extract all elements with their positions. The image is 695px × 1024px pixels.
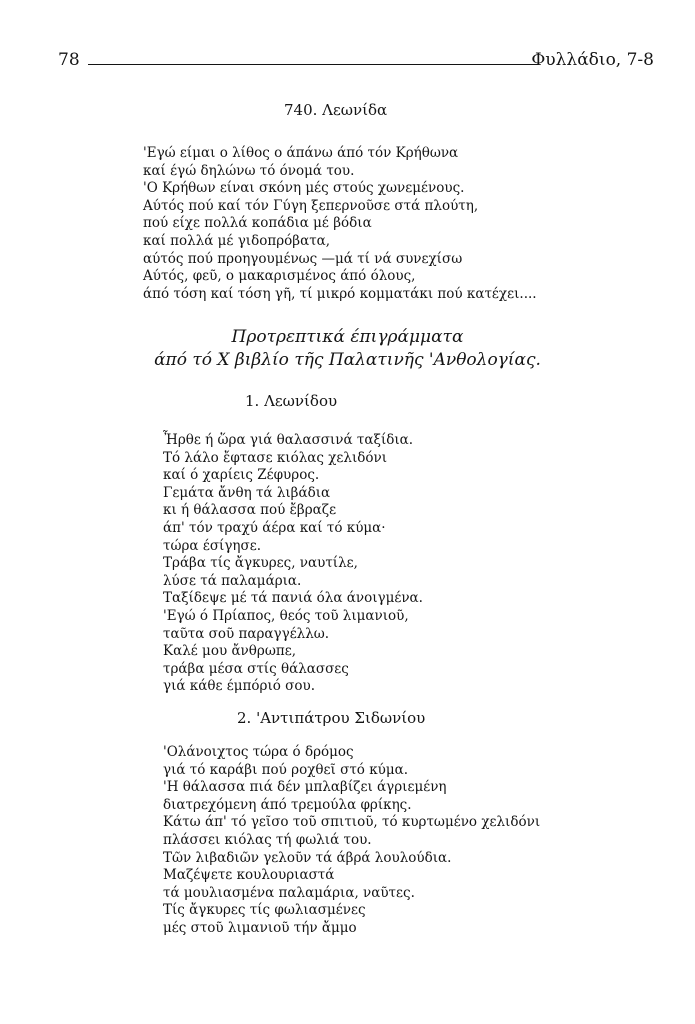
poem-740-text — [143, 145, 537, 303]
poem-1-title: 1. Λεωνίδου — [245, 392, 338, 410]
section-heading-line-2: άπό τό Χ βιβλίο τῆς Παλατινῆς 'Ανθολογίας. — [154, 350, 541, 370]
verse-line: 'Ολάνοιχτος τώρα ό δρόμος — [163, 744, 354, 760]
verse-line: Τῶν λιβαδιῶν γελοῦν τά άβρά λουλούδια. — [163, 849, 452, 866]
verse-line: άπ' τόν τραχύ άέρα καί τό κύμα· — [163, 519, 386, 536]
section-heading-line-1: Προτρεπτικά έπιγράμματα — [231, 327, 464, 347]
verse-line: Μαζέψετε κουλουριαστά — [163, 867, 335, 884]
verse-line: ταῦτα σοῦ παραγγέλλω. — [163, 625, 330, 642]
verse-line: τά μουλιασμένα παλαμάρια, ναῦτες. — [163, 884, 415, 901]
verse-line: αύτός πού προηγουμένως —μά τί νά συνεχίσω — [143, 250, 463, 267]
verse-line: γιά κάθε έμπόριό σου. — [163, 678, 315, 695]
verse-line: καί έγώ δηλώνω τό όνομά του. — [143, 162, 355, 179]
verse-line: πλάσσει κιόλας τή φωλιά του. — [163, 831, 372, 848]
verse-line: Ταξίδεψε μέ τά πανιά όλα άνοιγμένα. — [163, 590, 423, 607]
verse-line: γιά τό καράβι πού ροχθεῖ στό κύμα. — [163, 761, 409, 778]
verse-line: πού είχε πολλά κοπάδια μέ βόδια — [143, 215, 372, 232]
poem-2-title: 2. 'Αντιπάτρου Σιδωνίου — [237, 709, 426, 727]
page-number: 78 — [58, 50, 80, 70]
verse-line: Τίς ἄγκυρες τίς φωλιασμένες — [163, 902, 366, 919]
verse-line: τράβα μέσα στίς θάλασσες — [163, 660, 349, 677]
verse-line: Κάτω άπ' τό γεῖσο τοῦ σπιτιοῦ, τό κυρτωμένο χελιδόνι — [163, 814, 541, 831]
verse-line: τώρα έσίγησε. — [163, 537, 261, 554]
verse-line: 'Εγώ είμαι ο λίθος ο άπάνω άπό τόν Κρήθωνα — [143, 145, 459, 161]
verse-line: 'Η θάλασσα πιά δέν μπλαβίζει άγριεμένη — [163, 779, 447, 796]
page-header — [58, 50, 654, 72]
verse-line: κι ή θάλασσα πού ἔβραζε — [163, 502, 337, 519]
verse-line: καί πολλά μέ γιδοπρόβατα, — [143, 232, 331, 249]
header-rule — [88, 64, 538, 65]
poem-740-title: 740. Λεωνίδα — [284, 101, 388, 119]
verse-line: 'Ο Κρήθων είναι σκόνη μές στούς χωνεμένους. — [143, 180, 465, 197]
poem-1-text — [163, 432, 423, 696]
verse-line: Τράβα τίς ἄγκυρες, ναυτίλε, — [163, 555, 358, 572]
verse-line: 'Εγώ ό Πρίαπος, θεός τοῦ λιμανιοῦ, — [163, 607, 409, 624]
verse-line: λύσε τά παλαμάρια. — [163, 572, 302, 589]
verse-line: άπό τόση καί τόση γῆ, τί μικρό κομματάκι πού κατέχει.... — [143, 285, 537, 302]
verse-line: Καλέ μου ἄνθρωπε, — [163, 643, 296, 660]
verse-line: Γεμάτα ἄνθη τά λιβάδια — [163, 484, 331, 501]
verse-line: καί ό χαρίεις Ζέφυρος. — [163, 467, 320, 484]
verse-line: μές στοῦ λιμανιοῦ τήν ἄμμο — [163, 919, 357, 936]
poem-2-text — [163, 744, 540, 938]
verse-line: Αύτός, φεῦ, ο μακαρισμένος άπό όλους, — [143, 268, 416, 285]
verse-line: Ἦρθε ή ὥρα γιά θαλασσινά ταξίδια. — [163, 432, 414, 448]
verse-line: Αύτός πού καί τόν Γύγη ξεπερνοῦσε στά πλούτη, — [143, 197, 479, 214]
verse-line: διατρεχόμενη άπό τρεμούλα φρίκης. — [163, 796, 412, 813]
running-head: Φυλλάδιο, 7-8 — [531, 50, 654, 70]
verse-line: Τό λάλο ἔφτασε κιόλας χελιδόνι — [163, 449, 388, 466]
